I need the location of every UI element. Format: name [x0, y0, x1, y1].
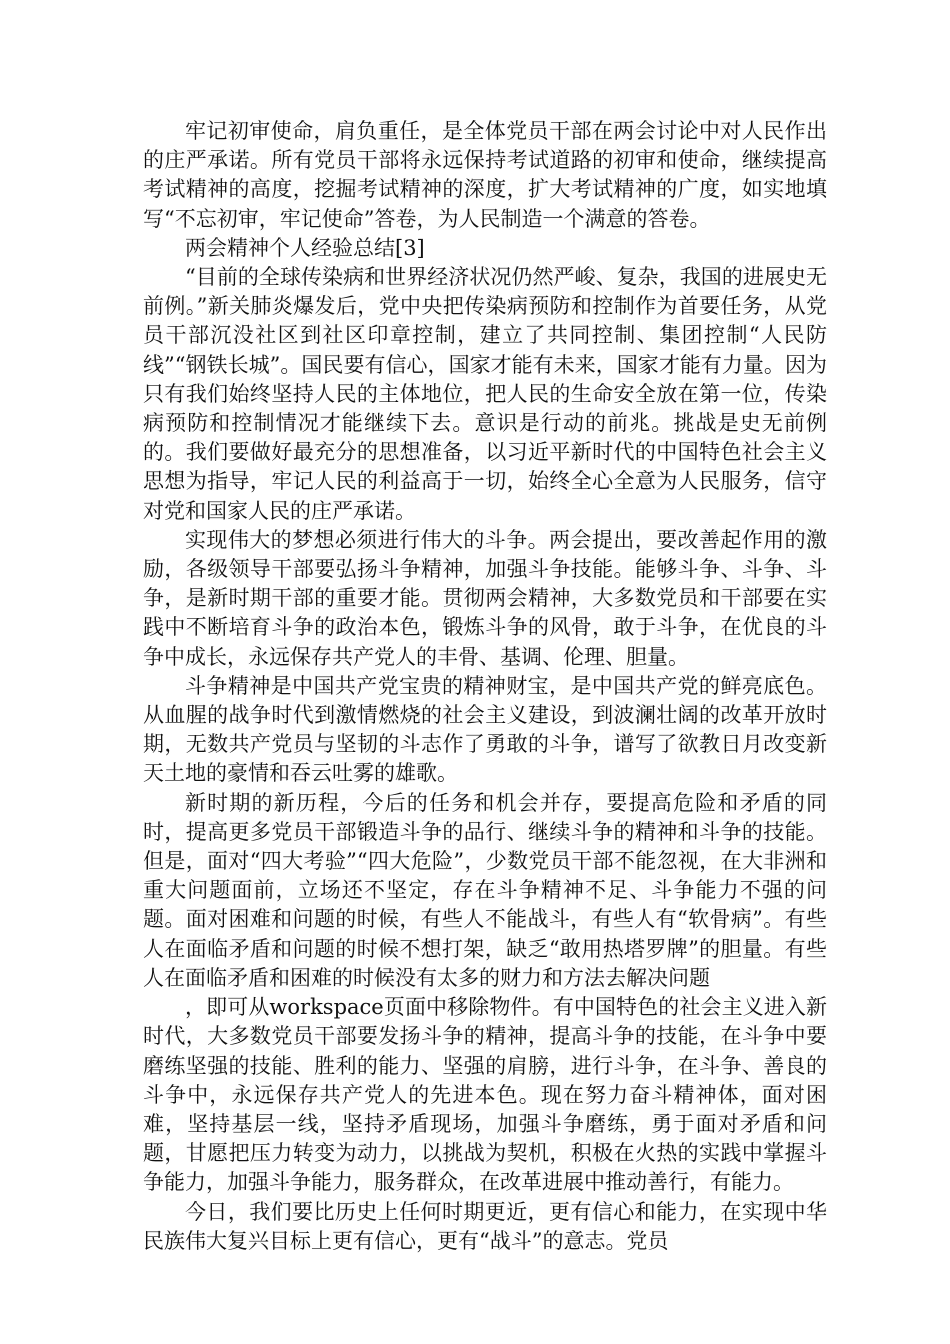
- paragraph-mission-commitment: 牢记初审使命，肩负重任，是全体党员干部在两会讨论中对人民作出的庄严承诺。所有党员干部将永远保持考试道路的初审和使命，继续提高考试精神的高度，挖掘考试精神的深度，扩大考试精神的广度，如实地填写“不忘初审，牢记使命”答卷，为人民制造一个满意的答卷。: [143, 119, 827, 231]
- paragraph-epidemic-control: “目前的全球传染病和世界经济状况仍然严峻、复杂，我国的进展史无前例。”新关肺炎爆发后，党中央把传染病预防和控制作为首要任务，从党员干部沉没社区到社区印章控制，建立了共同控制、集团控制“人民防线”“钢铁长城”。国民要有信心，国家才能有未来，国家才能有力量。因为只有我们始终坚持人民的主体地位，把人民的生命安全放在第一位，传染病预防和控制情况才能继续下去。意识是行动的前兆。挑战是史无前例的。我们要做好最充分的思想准备，以习近平新时代的中国特色社会主义思想为指导，牢记人民的利益高于一切，始终全心全意为人民服务，信守对党和国家人民的庄严承诺。: [143, 265, 827, 523]
- paragraph-today: 今日，我们要比历史上任何时期更近，更有信心和能力，在实现中华民族伟大复兴目标上更有信心，更有“战斗”的意志。党员: [143, 1199, 827, 1253]
- paragraph-new-era-challenges: 新时期的新历程，今后的任务和机会并存，要提高危险和矛盾的同时，提高更多党员干部锻造斗争的品行、继续斗争的精神和斗争的技能。但是，面对“四大考验”“四大危险”，少数党员干部不能忽视，在大非洲和重大问题面前，立场还不坚定，存在斗争精神不足、斗争能力不强的问题。面对困难和问题的时候，有些人不能战斗，有些人有“软骨病”。有些人在面临矛盾和问题的时候不想打架，缺乏“敢用热塔罗牌”的胆量。有些人在面临矛盾和困难的时候没有太多的财力和方法去解决问题: [143, 790, 827, 990]
- paragraph-great-struggle: 实现伟大的梦想必须进行伟大的斗争。两会提出，要改善起作用的激励，各级领导干部要弘扬斗争精神，加强斗争技能。能够斗争、斗争、斗争，是新时期干部的重要才能。贯彻两会精神，大多数党员和干部要在实践中不断培育斗争的政治本色，锻炼斗争的风骨，敢于斗争，在优良的斗争中成长，永远保存共产党人的丰骨、基调、伦理、胆量。: [143, 527, 827, 669]
- section-heading: 两会精神个人经验总结[3]: [185, 235, 425, 260]
- document-body: [143, 117, 827, 1256]
- paragraph-struggle-spirit: 斗争精神是中国共产党宝贵的精神财宝，是中国共产党的鲜亮底色。从血腥的战争时代到激情燃烧的社会主义建设，到波澜壮阔的改革开放时期，无数共产党员与坚韧的斗志作了勇敢的斗争，谱写了欲教日月改变新天土地的豪情和吞云吐雾的雄歌。: [143, 673, 827, 786]
- paragraph-new-era-cadres: ，即可从workspace页面中移除物件。有中国特色的社会主义进入新时代，大多数党员干部要发扬斗争的精神，提高斗争的技能，在斗争中要磨练坚强的技能、胜利的能力、坚强的肩膀，进行斗争，在斗争、善良的斗争中，永远保存共产党人的先进本色。现在努力奋斗精神体，面对困难，坚持基层一线，坚持矛盾现场，加强斗争磨练，勇于面对矛盾和问题，甘愿把压力转变为动力，以挑战为契机，积极在火热的实践中掌握斗争能力，加强斗争能力，服务群众，在改革进展中推动善行，有能力。: [143, 995, 827, 1195]
